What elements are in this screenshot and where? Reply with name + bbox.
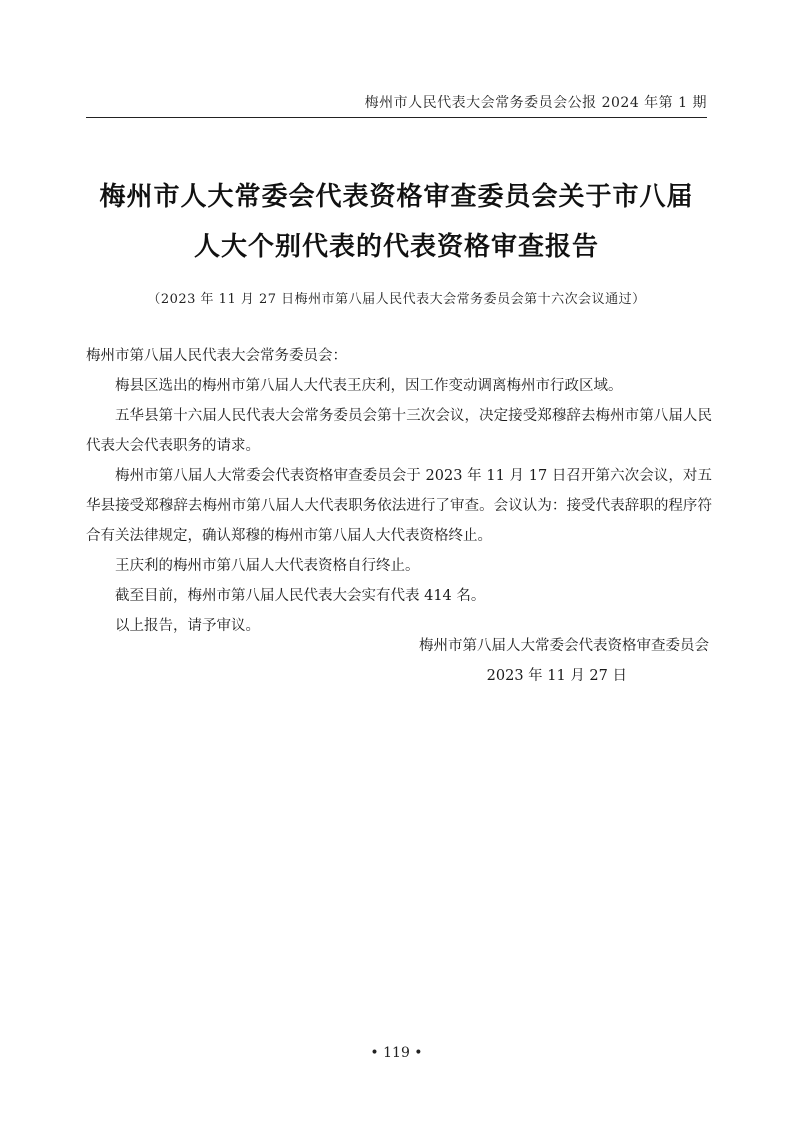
signature-organization: 梅州市第八届人大常委会代表资格审查委员会 <box>419 638 709 654</box>
title-line-1: 梅州市人大常委会代表资格审查委员会关于市八届 <box>99 182 694 212</box>
paragraph-2: 五华县第十六届人民代表大会常务委员会第十三次会议，决定接受郑穆辞去梅州市第八届人民代表大会代表职务的请求。 <box>86 408 712 454</box>
adoption-note: （2023 年 11 月 27 日梅州市第八届人民代表大会常务委员会第十六次会议通过） <box>147 292 646 307</box>
paragraph-5: 截至目前，梅州市第八届人民代表大会实有代表 414 名。 <box>115 588 486 604</box>
paragraph-6: 以上报告，请予审议。 <box>115 618 260 634</box>
paragraph-1: 梅县区选出的梅州市第八届人大代表王庆利，因工作变动调离梅州市行政区域。 <box>115 378 623 394</box>
signature-date: 2023 年 11 月 27 日 <box>486 668 627 684</box>
document-title <box>60 172 733 272</box>
header-rule <box>86 117 707 118</box>
paragraph-4: 王庆利的梅州市第八届人大代表资格自行终止。 <box>115 558 420 574</box>
salutation: 梅州市第八届人民代表大会常务委员会： <box>86 348 347 364</box>
signature-block <box>419 631 709 691</box>
page-number: • 119 • <box>370 1045 423 1061</box>
report-body <box>86 341 712 641</box>
running-header: 梅州市人民代表大会常务委员会公报 2024 年第 1 期 <box>364 95 707 111</box>
paragraph-3: 梅州市第八届人大常委会代表资格审查委员会于 2023 年 11 月 17 日召开第六次会议，对五华县接受郑穆辞去梅州市第八届人大代表职务依法进行了审查。会议认为：接受代表辞职的程序符合有关法律规定，确认郑穆的梅州市第八届人大代表资格终止。 <box>86 468 712 544</box>
title-line-2: 人大个别代表的代表资格审查报告 <box>193 232 599 262</box>
